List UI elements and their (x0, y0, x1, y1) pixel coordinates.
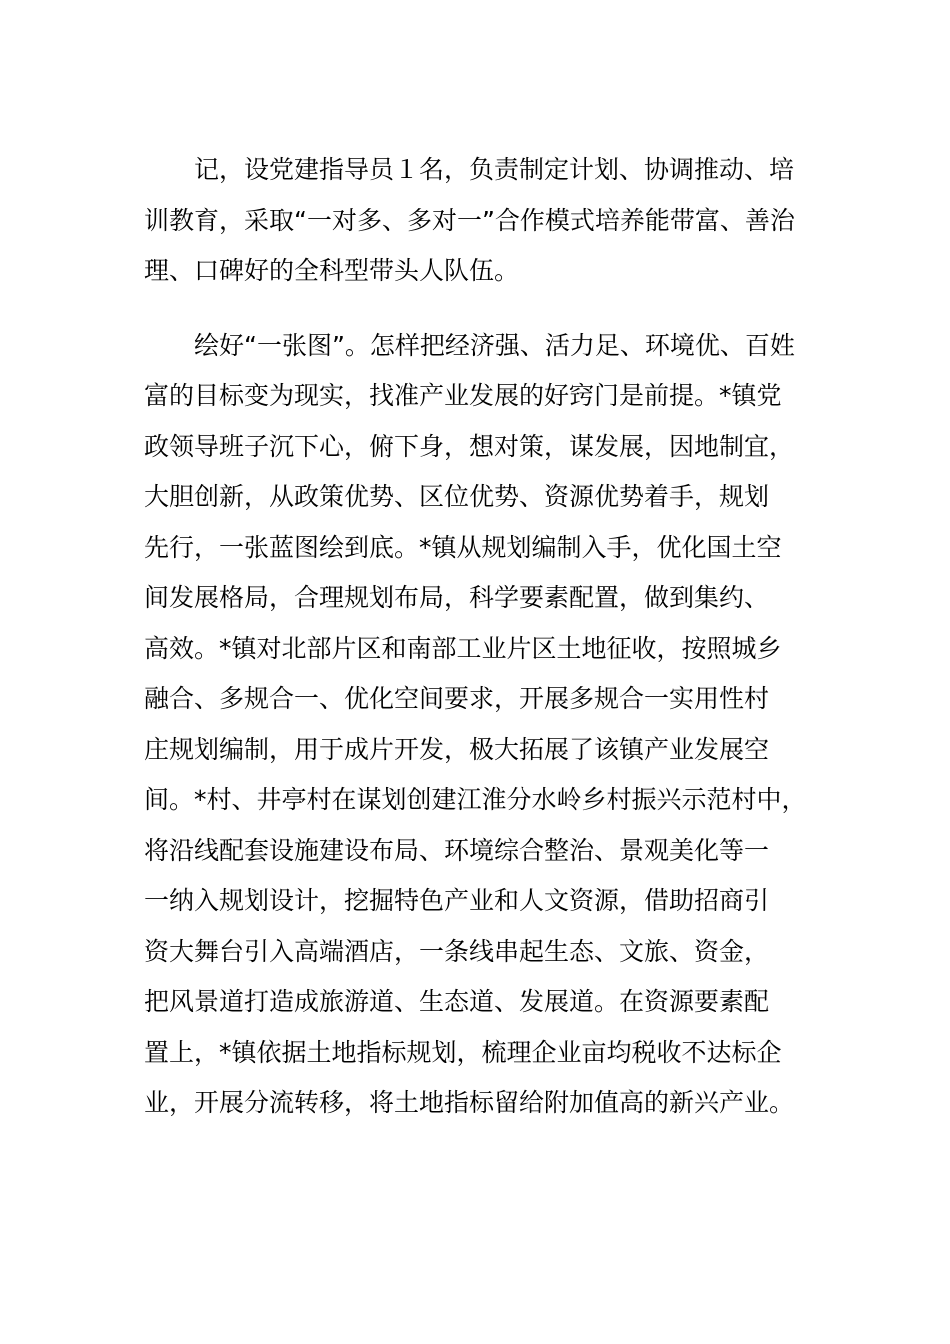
text-line: 先行，一张蓝图绘到底。*镇从规划编制入手，优化国土空 (144, 532, 782, 562)
text-line: 将沿线配套设施建设布局、环境综合整治、景观美化等一 (144, 835, 770, 865)
text-line: 间发展格局，合理规划布局，科学要素配置，做到集约、 (144, 583, 770, 612)
text-line: 训教育，采取“一对多、多对一”合作模式培养能带富、善治 (144, 205, 795, 235)
text-line: 记，设党建指导员１名，负责制定计划、协调推动、培 (144, 155, 795, 184)
text-line: 置上，*镇依据土地指标规划，梳理企业亩均税收不达标企 (144, 1037, 782, 1067)
text-line: 业，开展分流转移，将土地指标留给附加值高的新兴产业。 (144, 1088, 795, 1117)
document-body (144, 145, 824, 1129)
paragraph-1 (144, 145, 824, 297)
text-line: 富的目标变为现实，找准产业发展的好窍门是前提。*镇党 (144, 381, 782, 410)
text-line: 大胆创新，从政策优势、区位优势、资源优势着手，规划 (144, 482, 770, 511)
text-line: 把风景道打造成旅游道、生态道、发展道。在资源要素配 (144, 987, 770, 1016)
text-line: 理、口碑好的全科型带头人队伍。 (144, 256, 520, 285)
text-line: 高效。*镇对北部片区和南部工业片区土地征收，按照城乡 (144, 633, 782, 663)
text-line: 绘好“一张图”。怎样把经济强、活力足、环境优、百姓 (144, 330, 795, 360)
text-line: 政领导班子沉下心，俯下身，想对策，谋发展，因地制宜， (144, 431, 795, 461)
text-line: 庄规划编制，用于成片开发，极大拓展了该镇产业发展空 (144, 734, 770, 764)
text-line: 融合、多规合一、优化空间要求，开展多规合一实用性村 (144, 684, 770, 713)
paragraph-2 (144, 321, 824, 1129)
text-line: 一纳入规划设计，挖掘特色产业和人文资源，借助招商引 (144, 886, 770, 915)
text-line: 资大舞台引入高端酒店，一条线串起生态、文旅、资金， (144, 936, 770, 966)
text-line: 间。*村、井亭村在谋划创建江淮分水岭乡村振兴示范村中， (144, 785, 807, 814)
